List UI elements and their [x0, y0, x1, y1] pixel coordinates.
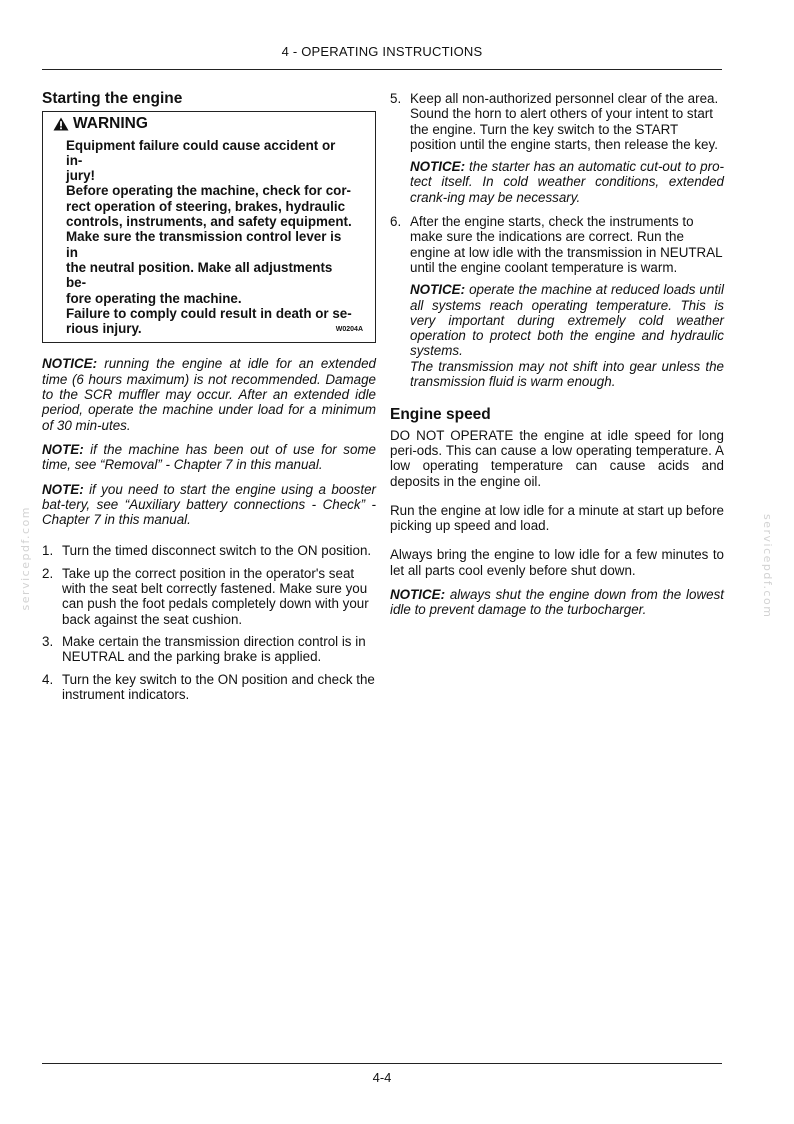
watermark-right: servicepdf.com	[761, 514, 774, 619]
engine-speed-paragraph-3: Always bring the engine to low idle for a few minutes to let all parts cool evenly before shut down.	[390, 547, 724, 578]
notice-label: NOTICE:	[410, 159, 466, 175]
step-number: 2.	[42, 565, 54, 581]
warning-line: jury!	[66, 168, 96, 184]
notice-label: NOTICE:	[42, 356, 98, 372]
step-number: 3.	[42, 633, 54, 649]
step-text: Keep all non-authorized personnel clear of the area. Sound the horn to alert others of your intent to start the engine. Turn the key switch to the START position until the engine starts, then release the key.	[410, 91, 719, 152]
warning-line: Before operating the machine, check for cor-	[66, 183, 351, 199]
right-column	[390, 91, 724, 627]
step-number: 6.	[390, 214, 402, 230]
warning-title: WARNING	[73, 115, 148, 133]
list-item	[390, 214, 724, 275]
warning-line: controls, instruments, and safety equipment.	[66, 214, 352, 230]
notice-paragraph-transmission: The transmission may not shift into gear unless the transmission fluid is warm enough.	[410, 358, 724, 390]
list-item	[42, 566, 376, 627]
notice-turbocharger	[390, 587, 724, 618]
note-label: NOTE:	[42, 441, 84, 457]
warning-line: fore operating the machine.	[66, 290, 242, 306]
warning-box	[42, 111, 376, 343]
notice-label: NOTICE:	[390, 587, 446, 603]
notice-text: running the engine at idle for an extended time (6 hours maximum) is not recommended. Damage to the SCR muffler may occur. After an extended idle period, operate the machine under load for a minimum of 30 min-utes.	[42, 356, 376, 433]
note-booster-battery	[42, 482, 376, 528]
engine-speed-paragraph-2: Run the engine at low idle for a minute at start up before picking up speed and load.	[390, 502, 724, 534]
starting-steps-list	[42, 543, 376, 702]
notice-idle	[42, 356, 376, 432]
step-text: Turn the key switch to the ON position and check the instrument indicators.	[62, 671, 375, 702]
note-text: if you need to start the engine using a booster bat-tery, see “Auxiliary battery connections - Check” - Chapter 7 in this manual.	[42, 481, 376, 528]
header-divider	[42, 69, 722, 70]
warning-triangle-icon	[53, 117, 69, 131]
warning-code: W0204A	[335, 326, 363, 334]
list-item	[42, 543, 376, 558]
warning-line: Make sure the transmission control lever is in	[66, 229, 342, 260]
warning-heading	[53, 116, 355, 131]
step-number: 1.	[42, 543, 54, 559]
left-column	[42, 91, 376, 709]
note-out-of-use	[42, 442, 376, 473]
notice-text: operate the machine at reduced loads until all systems reach operating temperature. This is very important during extremely cold weather operation to protect both the engine and hydraulic systems.	[410, 282, 724, 359]
notice-starter-cutout	[390, 159, 724, 205]
warning-line: rect operation of steering, brakes, hydraulic	[66, 198, 346, 214]
starting-steps-continued	[390, 91, 724, 152]
watermark-left: servicepdf.com	[19, 506, 32, 611]
step-number: 4.	[42, 671, 54, 687]
warning-line: the neutral position. Make all adjustments be-	[66, 259, 333, 291]
notice-text: the starter has an automatic cut-out to pro-tect itself. In cold weather conditions, extended crank-ing may be necessary.	[410, 159, 724, 205]
notice-paragraph	[410, 282, 724, 358]
warning-line: rious injury.	[66, 321, 142, 337]
list-item	[42, 672, 376, 703]
footer-divider	[42, 1063, 722, 1064]
notice-reduced-loads	[390, 282, 724, 389]
notice-paragraph	[410, 159, 724, 205]
section-title-starting-engine: Starting the engine	[42, 90, 183, 107]
notice-label: NOTICE:	[410, 282, 466, 298]
step-text: After the engine starts, check the instruments to make sure the indications are correct. Run the engine at low idle with the transmission in NEUTRAL until the engine coolant temperature is warm.	[410, 214, 723, 275]
step-text: Take up the correct position in the operator's seat with the seat belt correctly fastened. Make sure you can push the foot pedals completely down with your back against the seat cushion.	[62, 565, 369, 627]
warning-line: Failure to comply could result in death or se-	[66, 305, 352, 321]
warning-text	[53, 138, 355, 337]
step-number: 5.	[390, 91, 402, 106]
warning-line: Equipment failure could cause accident or in-	[66, 137, 336, 168]
note-label: NOTE:	[42, 481, 84, 497]
section-title-engine-speed: Engine speed	[390, 406, 491, 424]
page-header-title: 4 - OPERATING INSTRUCTIONS	[281, 44, 483, 59]
list-item	[42, 634, 376, 665]
engine-speed-paragraph-1: DO NOT OPERATE the engine at idle speed for long peri-ods. This can cause a low operating temperature. A low operating temperature can cause acids and deposits in the engine oil.	[390, 427, 724, 489]
step-text: Turn the timed disconnect switch to the ON position.	[62, 543, 372, 559]
note-text: if the machine has been out of use for some time, see “Removal” - Chapter 7 in this manual.	[42, 441, 376, 473]
page-number: 4-4	[372, 1070, 392, 1085]
starting-steps-continued-2	[390, 214, 724, 275]
step-text: Make certain the transmission direction control is in NEUTRAL and the parking brake is applied.	[62, 633, 366, 665]
list-item	[390, 91, 724, 152]
notice-text: always shut the engine down from the lowest idle to prevent damage to the turbocharger.	[390, 587, 724, 618]
